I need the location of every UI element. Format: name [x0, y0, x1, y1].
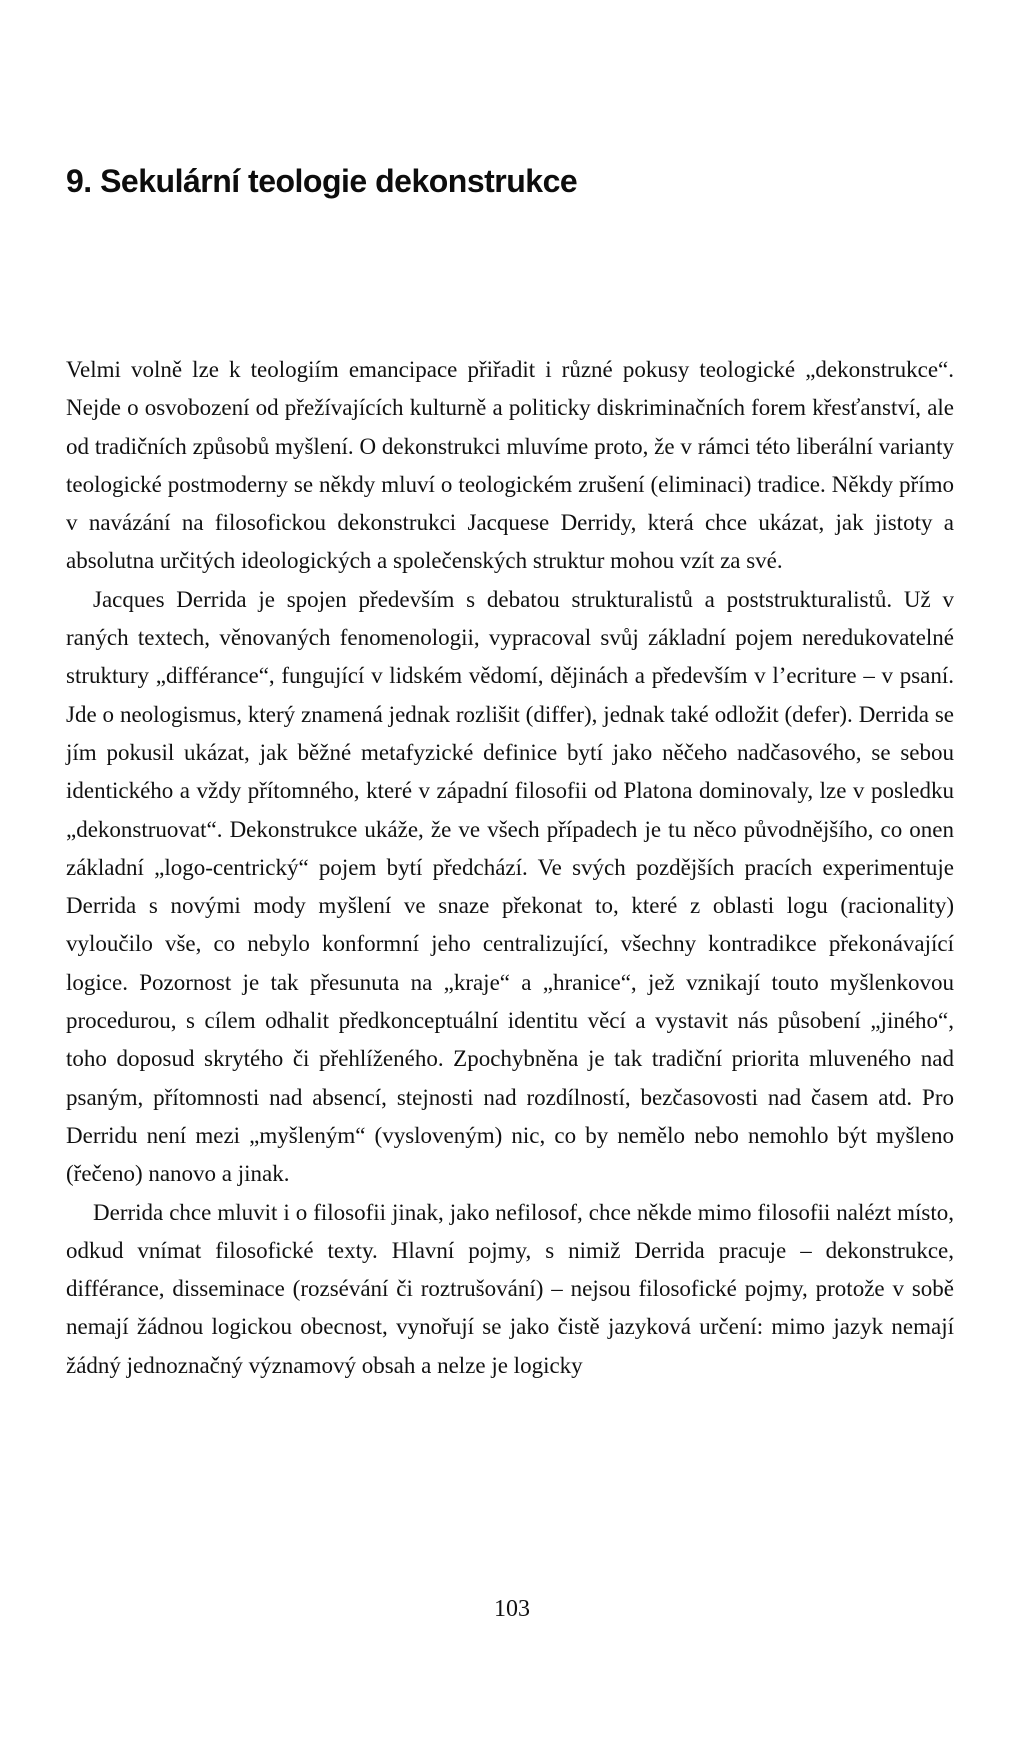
body-text	[66, 351, 954, 1385]
chapter-title: 9. Sekulární teologie dekonstrukce	[66, 163, 578, 199]
paragraph-3: Derrida chce mluvit i o filosofii jinak, jako nefilosof, chce někde mimo filosofii nalézt místo, odkud vnímat filosofické texty. Hlavní pojmy, s nimiž Derrida pracuje – dekonstrukce, différance, disseminace (rozsévání či roztrušování) – nejsou filosofické pojmy, protože v sobě nemají žádnou logickou obecnost, vynořují se jako čistě jazyková určení: mimo jazyk nemají žádný jednoznačný významový obsah a nelze je logicky	[66, 1199, 954, 1378]
page-number: 103	[494, 1596, 530, 1622]
paragraph-2: Jacques Derrida je spojen především s debatou strukturalistů a poststrukturalistů. Už v raných textech, věnovaných fenomenologii, vypracoval svůj základní pojem neredukovatelné struktury „différance“, fungující v lidském vědomí, dějinách a především v l’ecriture – v psaní. Jde o neologismus, který znamená jednak rozlišit (differ), jednak také odložit (defer). Derrida se jím pokusil ukázat, jak běžné metafyzické definice bytí jako něčeho nadčasového, se sebou identického a vždy přítomného, které v západní filosofii od Platona dominovaly, lze v posledku „dekonstruovat“. Dekonstrukce ukáže, že ve všech případech je tu něco původnějšího, co onen základní „logo-centrický“ pojem bytí předchází. Ve svých pozdějších pracích experimentuje Derrida s novými mody myšlení ve snaze překonat to, které z oblasti logu (racionality) vyloučilo vše, co nebylo konformní jeho centralizující, všechny kontradikce překonávající logice. Pozornost je tak přesunuta na „kraje“ a „hranice“, jež vznikají touto myšlenkovou procedurou, s cílem odhalit předkonceptuální identitu věcí a vystavit nás působení „jiného“, toho doposud skrytého či přehlíženého. Zpochybněna je tak tradiční priorita mluveného nad psaným, přítomnosti nad absencí, stejnosti nad rozdílností, bezčasovosti nad časem atd. Pro Derridu není mezi „myšleným“ (vysloveným) nic, co by nemělo nebo nemohlo být myšleno (řečeno) nanovo a jinak.	[66, 586, 954, 1187]
paragraph-1: Velmi volně lze k teologiím emancipace přiřadit i různé pokusy teologické „dekonstrukce“. Nejde o osvobození od přežívajících kulturně a politicky diskriminačních forem křesťanství, ale od tradičních způsobů myšlení. O dekonstrukci mluvíme proto, že v rámci této liberální varianty teologické postmoderny se někdy mluví o teologickém zrušení (eliminaci) tradice. Někdy přímo v navázání na filosofickou dekonstrukci Jacquese Derridy, která chce ukázat, jak jistoty a absolutna určitých ideologických a společenských struktur mohou vzít za své.	[66, 357, 954, 574]
